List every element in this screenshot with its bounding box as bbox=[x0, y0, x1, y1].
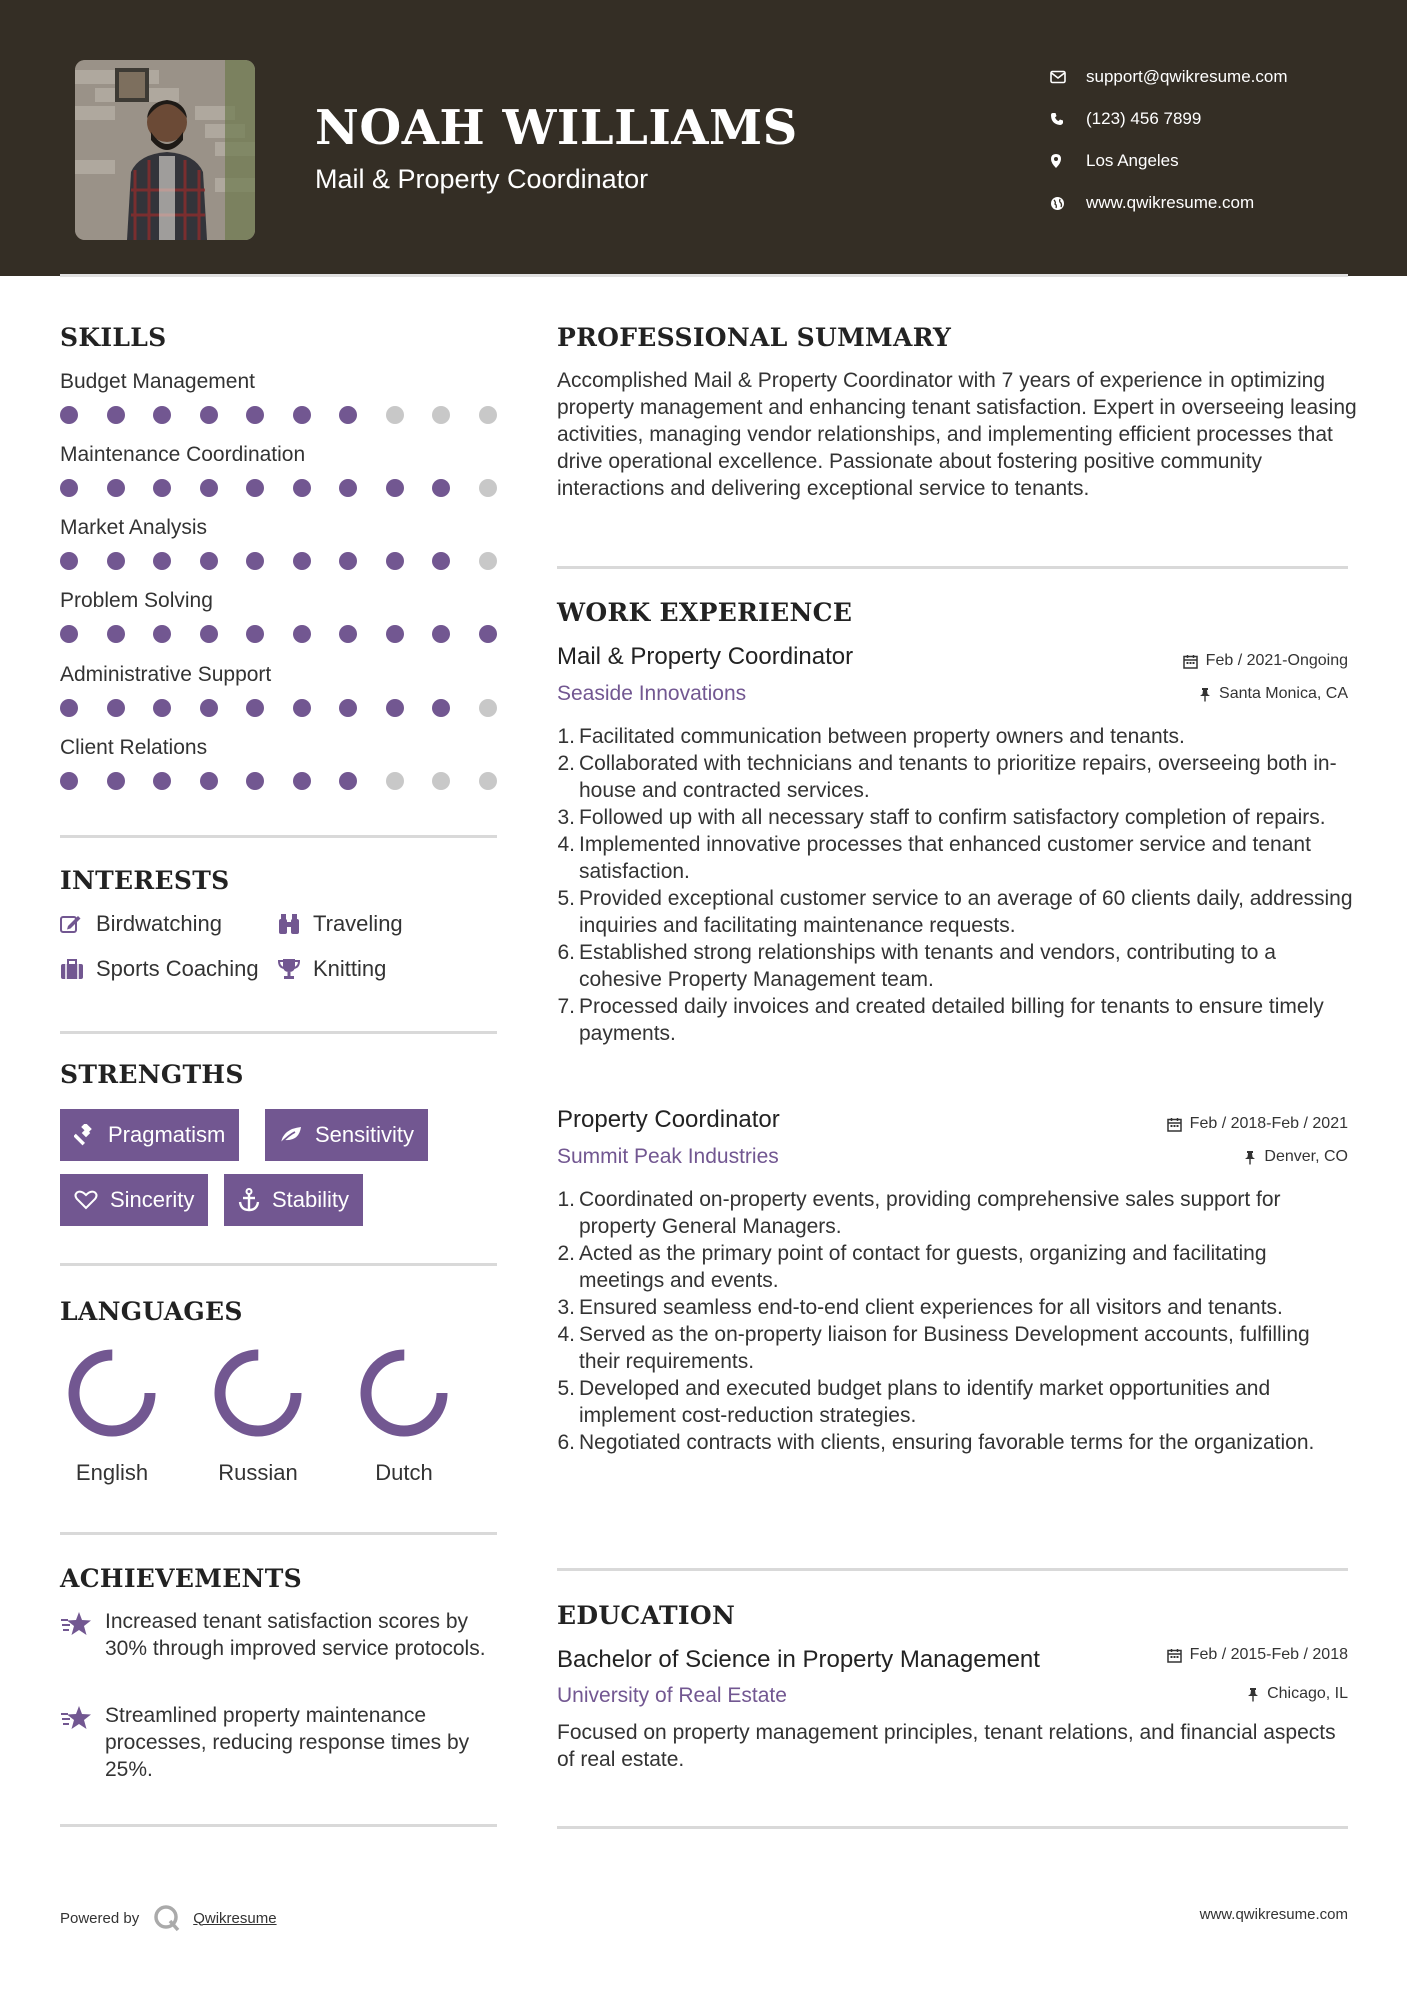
interest-item: Birdwatching bbox=[60, 911, 222, 937]
skill-dot-empty bbox=[479, 772, 497, 790]
contact-phone[interactable]: (123) 456 7899 bbox=[1050, 98, 1288, 140]
skill-dot-filled bbox=[246, 625, 264, 643]
skill-dot-empty bbox=[386, 406, 404, 424]
skill-dot-filled bbox=[200, 552, 218, 570]
skill-dot-filled bbox=[246, 479, 264, 497]
list-item: 2. Acted as the primary point of contact for guests, organizing and facilitating meetings and events. bbox=[557, 1242, 1267, 1292]
job-location: Denver, CO bbox=[1244, 1148, 1348, 1166]
skill-dot-filled bbox=[153, 406, 171, 424]
list-item: 6. Established strong relationships with tenants and vendors, contributing to a cohesive Property Management team. bbox=[557, 941, 1276, 991]
skill-dot-filled bbox=[153, 552, 171, 570]
candidate-title: Mail & Property Coordinator bbox=[315, 164, 649, 194]
language-ring bbox=[356, 1345, 452, 1441]
skill-dot-empty bbox=[479, 406, 497, 424]
experience-heading: WORK EXPERIENCE bbox=[557, 598, 853, 627]
skill-dot-filled bbox=[339, 552, 357, 570]
skill-dot-filled bbox=[293, 552, 311, 570]
globe-icon bbox=[1050, 196, 1086, 211]
company-name: Seaside Innovations bbox=[557, 682, 747, 705]
skill-dot-filled bbox=[432, 625, 450, 643]
achievement-item: Increased tenant satisfaction scores by 30% through improved service protocols. bbox=[60, 1608, 500, 1662]
skill-name: Administrative Support bbox=[60, 663, 272, 686]
education-description: Focused on property management principles, tenant relations, and financial aspects of real estate. bbox=[557, 1721, 1336, 1771]
edit-icon bbox=[60, 914, 96, 934]
job-location: Santa Monica, CA bbox=[1199, 685, 1348, 703]
map-pin-icon bbox=[1050, 153, 1086, 169]
skill-dot-filled bbox=[107, 699, 125, 717]
list-item: 4. Served as the on-property liaison for Business Development accounts, fulfilling their requirements. bbox=[557, 1323, 1310, 1373]
strength-chip: Sensitivity bbox=[265, 1109, 428, 1161]
summary-text: Accomplished Mail & Property Coordinator with 7 years of experience in optimizing property management and enhancing tenant satisfaction. Expert in overseeing leasing activities, managing vendor relationships, and implementing efficient processes that drive operational excellence. Passionate about fostering positive community interactions and delivering exceptional service to tenants. bbox=[557, 369, 1357, 500]
skill-dot-filled bbox=[479, 625, 497, 643]
languages-heading: LANGUAGES bbox=[60, 1297, 243, 1326]
strength-chip: Sincerity bbox=[60, 1174, 208, 1226]
skill-dot-filled bbox=[107, 406, 125, 424]
skill-dot-filled bbox=[200, 479, 218, 497]
profile-photo bbox=[75, 60, 255, 240]
skill-dot-filled bbox=[200, 772, 218, 790]
skill-dot-filled bbox=[200, 406, 218, 424]
skill-dot-empty bbox=[479, 552, 497, 570]
education-dates: Feb / 2015-Feb / 2018 bbox=[1167, 1646, 1348, 1664]
language-ring bbox=[210, 1345, 306, 1441]
skill-dot-empty bbox=[432, 772, 450, 790]
skill-dot-filled bbox=[246, 406, 264, 424]
list-item: 5. Provided exceptional customer service to an average of 60 clients daily, addressing inquiries and facilitating maintenance requests. bbox=[557, 887, 1353, 937]
leaf-icon bbox=[279, 1125, 303, 1145]
strengths-divider bbox=[60, 1263, 497, 1266]
skill-name: Budget Management bbox=[60, 370, 255, 393]
qwikresume-logo-icon bbox=[153, 1904, 181, 1932]
skill-rating bbox=[60, 406, 500, 426]
summary-heading: PROFESSIONAL SUMMARY bbox=[557, 323, 952, 352]
skill-dot-empty bbox=[479, 479, 497, 497]
language-level-arc bbox=[366, 1355, 442, 1431]
pushpin-icon bbox=[1244, 1150, 1256, 1165]
header-divider bbox=[60, 274, 1348, 277]
skill-rating bbox=[60, 772, 500, 792]
skill-dot-filled bbox=[432, 552, 450, 570]
calendar-icon bbox=[1167, 1648, 1182, 1663]
skill-dot-filled bbox=[293, 625, 311, 643]
skill-name: Client Relations bbox=[60, 736, 208, 759]
education-location: Chicago, IL bbox=[1247, 1685, 1348, 1703]
skill-rating bbox=[60, 625, 500, 645]
skill-dot-filled bbox=[386, 625, 404, 643]
education-heading: EDUCATION bbox=[557, 1601, 736, 1630]
list-item: 5. Developed and executed budget plans to identify market opportunities and implement cost-reduction strategies. bbox=[557, 1377, 1271, 1427]
interest-item: Traveling bbox=[277, 911, 403, 937]
skill-dot-filled bbox=[386, 699, 404, 717]
qwikresume-link[interactable]: Qwikresume bbox=[193, 1909, 277, 1927]
contact-email[interactable]: support@qwikresume.com bbox=[1050, 56, 1288, 98]
languages-divider bbox=[60, 1532, 497, 1535]
binoculars-icon bbox=[277, 913, 313, 935]
briefcase-icon bbox=[60, 959, 96, 979]
skill-dot-filled bbox=[293, 772, 311, 790]
achievements-heading: ACHIEVEMENTS bbox=[60, 1564, 302, 1593]
contact-list bbox=[1050, 56, 1288, 224]
interest-item: Sports Coaching bbox=[60, 956, 259, 982]
strength-chip: Pragmatism bbox=[60, 1109, 239, 1161]
skill-dot-filled bbox=[339, 406, 357, 424]
skill-rating bbox=[60, 479, 500, 499]
language-name: Russian bbox=[218, 1460, 298, 1485]
skills-heading: SKILLS bbox=[60, 323, 167, 352]
skill-dot-filled bbox=[107, 625, 125, 643]
calendar-icon bbox=[1183, 654, 1198, 669]
envelope-icon bbox=[1050, 70, 1086, 84]
skill-dot-filled bbox=[107, 772, 125, 790]
skill-dot-filled bbox=[386, 479, 404, 497]
skill-dot-filled bbox=[246, 772, 264, 790]
job-bullets bbox=[553, 723, 1353, 1047]
degree-title: Bachelor of Science in Property Management bbox=[557, 1646, 1040, 1673]
achievements-divider bbox=[60, 1824, 497, 1827]
footer-powered-by: Powered by Qwikresume bbox=[60, 1904, 277, 1932]
skill-dot-filled bbox=[60, 552, 78, 570]
list-item: 2. Collaborated with technicians and tenants to prioritize repairs, overseeing both in-house and contracted services. bbox=[557, 752, 1337, 802]
skill-name: Problem Solving bbox=[60, 589, 213, 612]
list-item: 7. Processed daily invoices and created detailed billing for tenants to ensure timely payments. bbox=[557, 995, 1324, 1045]
calendar-icon bbox=[1167, 1117, 1182, 1132]
contact-location: Los Angeles bbox=[1050, 140, 1288, 182]
education-divider bbox=[557, 1826, 1348, 1829]
achievement-item: Streamlined property maintenance processes, reducing response times by 25%. bbox=[60, 1702, 500, 1783]
skill-dot-filled bbox=[339, 699, 357, 717]
trophy-icon bbox=[277, 958, 313, 980]
list-item: 3. Followed up with all necessary staff to confirm satisfactory completion of repairs. bbox=[557, 806, 1326, 829]
school-name: University of Real Estate bbox=[557, 1684, 787, 1707]
skill-dot-filled bbox=[339, 772, 357, 790]
skill-dot-filled bbox=[246, 699, 264, 717]
language-level-arc bbox=[220, 1355, 296, 1431]
skill-rating bbox=[60, 699, 500, 719]
strengths-heading: STRENGTHS bbox=[60, 1060, 244, 1089]
skill-dot-filled bbox=[153, 699, 171, 717]
skill-dot-filled bbox=[60, 479, 78, 497]
skill-dot-filled bbox=[200, 699, 218, 717]
skill-dot-filled bbox=[60, 699, 78, 717]
skill-dot-filled bbox=[153, 479, 171, 497]
skill-dot-filled bbox=[432, 479, 450, 497]
language-name: Dutch bbox=[375, 1460, 433, 1485]
job-title: Mail & Property Coordinator bbox=[557, 643, 854, 670]
skills-divider bbox=[60, 835, 497, 838]
skill-dot-empty bbox=[432, 406, 450, 424]
skill-name: Maintenance Coordination bbox=[60, 443, 306, 466]
skill-dot-filled bbox=[293, 699, 311, 717]
skill-dot-filled bbox=[339, 479, 357, 497]
job-bullets bbox=[553, 1186, 1353, 1456]
skill-dot-filled bbox=[153, 625, 171, 643]
skill-dot-filled bbox=[60, 625, 78, 643]
resume-header bbox=[0, 0, 1407, 276]
skill-dot-filled bbox=[293, 406, 311, 424]
skill-dot-filled bbox=[107, 552, 125, 570]
phone-icon bbox=[1050, 112, 1086, 126]
list-item: 4. Implemented innovative processes that enhanced customer service and tenant satisfaction. bbox=[557, 833, 1311, 883]
job-dates: Feb / 2021-Ongoing bbox=[1183, 652, 1348, 670]
strength-chip: Stability bbox=[224, 1174, 363, 1226]
star-icon bbox=[60, 1608, 105, 1662]
language-name: English bbox=[75, 1460, 149, 1485]
pushpin-icon bbox=[1199, 687, 1211, 702]
skill-dot-filled bbox=[246, 552, 264, 570]
skill-dot-empty bbox=[479, 699, 497, 717]
summary-divider bbox=[557, 566, 1348, 569]
list-item: 3. Ensured seamless end-to-end client experiences for all visitors and tenants. bbox=[557, 1296, 1283, 1319]
interests-divider bbox=[60, 1031, 497, 1034]
gavel-icon bbox=[74, 1124, 96, 1146]
list-item: 1. Facilitated communication between property owners and tenants. bbox=[557, 725, 1185, 748]
skill-name: Market Analysis bbox=[60, 516, 208, 539]
company-name: Summit Peak Industries bbox=[557, 1145, 779, 1168]
skill-dot-empty bbox=[386, 772, 404, 790]
skill-dot-filled bbox=[153, 772, 171, 790]
anchor-icon bbox=[238, 1188, 260, 1212]
skill-dot-filled bbox=[293, 479, 311, 497]
skill-dot-filled bbox=[60, 406, 78, 424]
language-ring bbox=[64, 1345, 160, 1441]
footer-url[interactable]: www.qwikresume.com bbox=[1199, 1906, 1348, 1923]
list-item: 1. Coordinated on-property events, providing comprehensive sales support for property General Managers. bbox=[557, 1188, 1281, 1238]
skill-rating bbox=[60, 552, 500, 572]
skill-dot-filled bbox=[200, 625, 218, 643]
job-title: Property Coordinator bbox=[557, 1106, 780, 1133]
experience-divider bbox=[557, 1568, 1348, 1571]
skill-dot-filled bbox=[107, 479, 125, 497]
heart-icon bbox=[74, 1190, 98, 1210]
list-item: 6. Negotiated contracts with clients, ensuring favorable terms for the organization. bbox=[557, 1431, 1315, 1454]
interests-heading: INTERESTS bbox=[60, 866, 230, 895]
language-level-arc bbox=[74, 1355, 150, 1431]
candidate-name: NOAH WILLIAMS bbox=[315, 100, 798, 156]
interest-item: Knitting bbox=[277, 956, 386, 982]
pushpin-icon bbox=[1247, 1687, 1259, 1702]
skill-dot-filled bbox=[432, 699, 450, 717]
star-icon bbox=[60, 1702, 105, 1783]
skill-dot-filled bbox=[60, 772, 78, 790]
job-dates: Feb / 2018-Feb / 2021 bbox=[1167, 1115, 1348, 1133]
skill-dot-filled bbox=[339, 625, 357, 643]
skill-dot-filled bbox=[386, 552, 404, 570]
contact-website[interactable]: www.qwikresume.com bbox=[1050, 182, 1288, 224]
